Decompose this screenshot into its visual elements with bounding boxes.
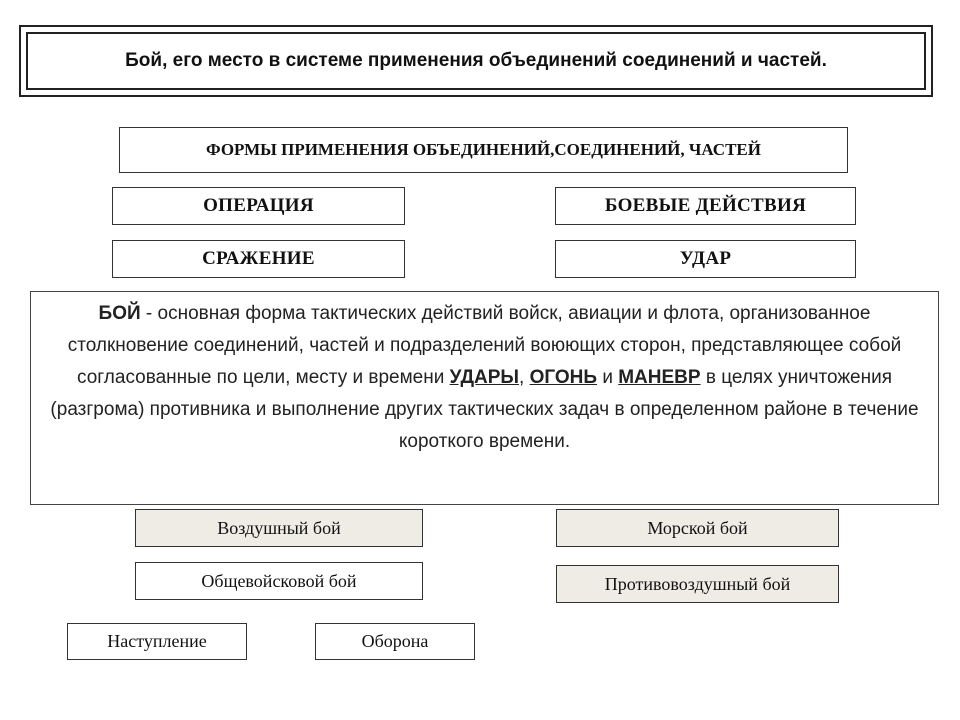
slide-title: Бой, его место в системе применения объединений соединений и частей. [125,50,827,71]
definition-sep-2: и [597,367,619,388]
naval-combat-label: Морской бой [647,517,748,538]
naval-combat-box [556,509,839,547]
defense-label: Оборона [361,631,429,651]
combined-arms-combat-box [135,562,423,600]
operation-box [112,187,405,225]
title-frame [19,25,933,97]
offense-label: Наступление [107,631,207,651]
battle-label: СРАЖЕНИЕ [202,248,315,269]
forms-header-label: ФОРМЫ ПРИМЕНЕНИЯ ОБЪЕДИНЕНИЙ,СОЕДИНЕНИЙ, ЧАСТЕЙ [206,140,761,159]
keyword-strikes: УДАРЫ [449,367,520,388]
definition-term: БОЙ [98,303,141,324]
combined-arms-combat-label: Общевойсковой бой [201,570,357,591]
air-defense-combat-box [556,565,839,603]
air-combat-box [135,509,423,547]
strike-box [555,240,856,278]
definition-box [30,291,939,505]
operation-label: ОПЕРАЦИЯ [203,195,314,216]
combat-actions-box [555,187,856,225]
air-defense-combat-label: Противовоздушный бой [604,573,791,594]
keyword-maneuver: МАНЕВР [618,367,701,388]
air-combat-label: Воздушный бой [217,517,341,538]
forms-header-box [119,127,848,173]
keyword-fire: ОГОНЬ [529,367,598,388]
offense-box [67,623,247,660]
definition-text-1: - основная форма тактических действий войск, авиации и флота, организованное столкновение соединений, частей и подразделений воюющих сторон, представляющее собой согласованные по цели, месту и времени [67,303,902,388]
battle-box [112,240,405,278]
strike-label: УДАР [679,248,732,269]
defense-box [315,623,475,660]
definition-text-2: в целях уничтожения (разгрома) противника и выполнение других тактических задач в определенном районе в течение короткого времени. [50,367,919,452]
combat-actions-label: БОЕВЫЕ ДЕЙСТВИЯ [604,195,807,216]
definition-sep-1: , [519,367,530,388]
title-inner-frame [26,32,926,90]
